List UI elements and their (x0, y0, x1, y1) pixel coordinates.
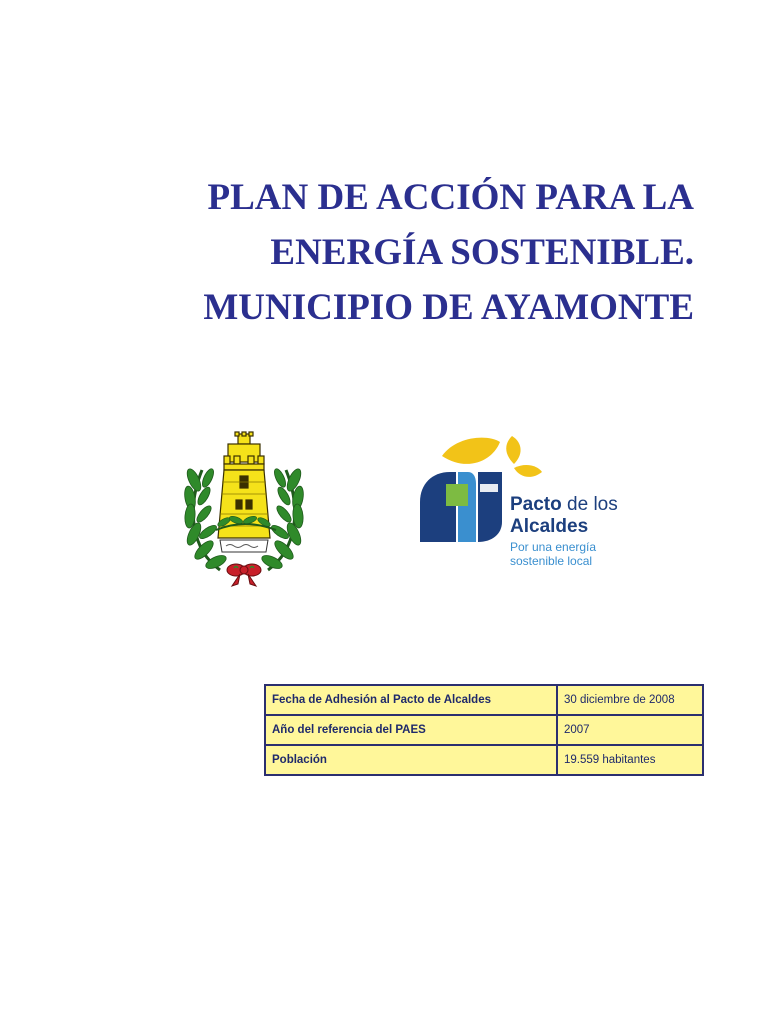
table-cell-value: 19.559 habitantes (557, 745, 703, 775)
table-cell-label: Fecha de Adhesión al Pacto de Alcaldes (265, 685, 557, 715)
table-cell-label: Población (265, 745, 557, 775)
table-row (265, 745, 703, 775)
table-row (265, 685, 703, 715)
title-line-2: ENERGÍA SOSTENIBLE. (270, 232, 694, 273)
table-row (265, 715, 703, 745)
document-title (120, 170, 694, 335)
pacto-name-line-1 (510, 494, 618, 516)
info-table (264, 684, 704, 776)
pacto-name-line-2 (510, 516, 618, 538)
coat-of-arms-icon (180, 430, 308, 588)
pacto-tagline-line-1: Por una energía (510, 540, 597, 554)
table-cell-label: Año del referencia del PAES (265, 715, 557, 745)
table-cell-value: 30 diciembre de 2008 (557, 685, 703, 715)
title-line-1: PLAN DE ACCIÓN PARA LA (207, 177, 694, 218)
pacto-tagline-line-2: sostenible local (510, 554, 593, 568)
table-cell-value: 2007 (557, 715, 703, 745)
pacto-name-alcaldes: Alcaldes (510, 516, 589, 537)
pacto-name-bold: Pacto (510, 494, 562, 515)
pacto-wordmark (510, 494, 618, 568)
title-line-3: MUNICIPIO DE AYAMONTE (203, 287, 694, 328)
pacto-name-rest: de los (561, 494, 618, 515)
